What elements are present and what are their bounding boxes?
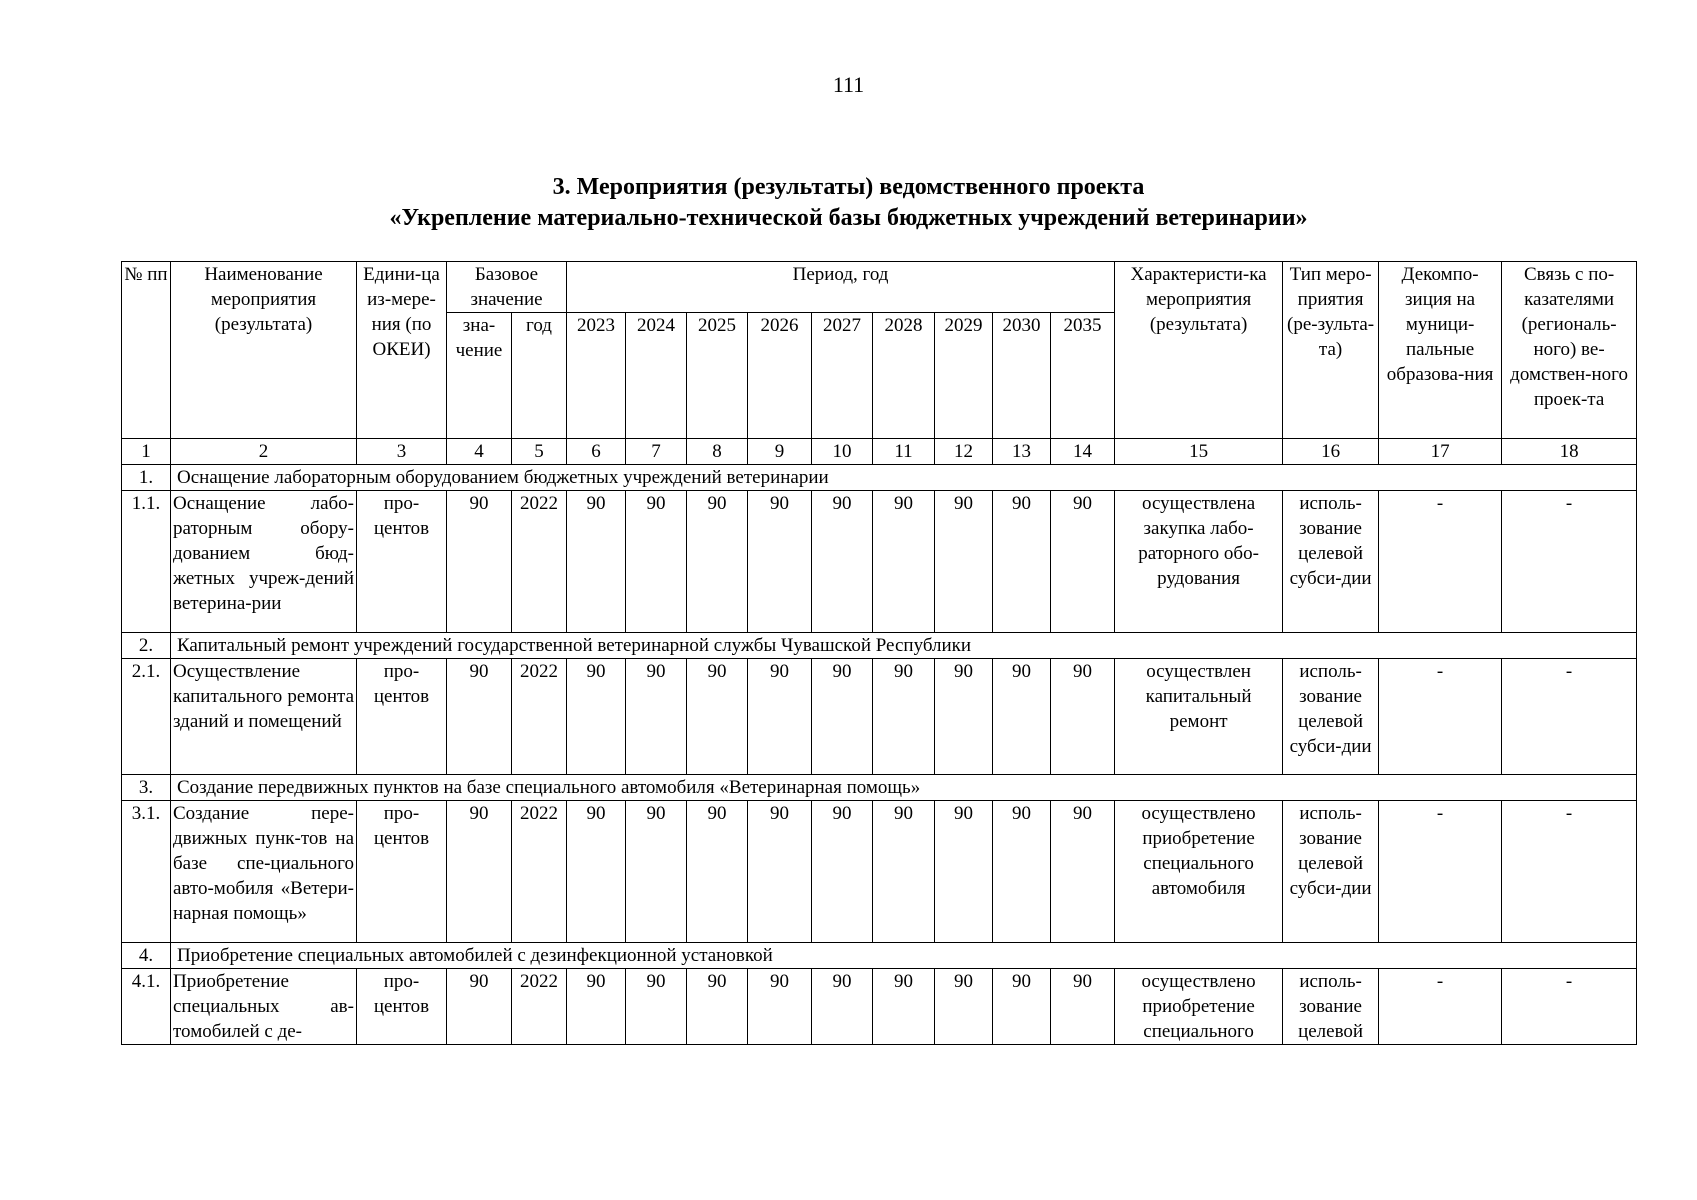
table-body — [122, 465, 1637, 1045]
item-year-value: 90 — [873, 659, 935, 775]
header-year: 2026 — [748, 313, 812, 439]
item-year-value: 90 — [812, 969, 873, 1045]
document-title — [0, 172, 1697, 234]
table-row — [122, 491, 1637, 633]
column-number: 10 — [812, 439, 873, 465]
item-base-value: 90 — [447, 491, 512, 633]
header-period: Период, год — [567, 262, 1115, 313]
header-decomposition: Декомпо-зиция на муници-пальные образова-ния — [1379, 262, 1502, 439]
item-decomposition: - — [1379, 491, 1502, 633]
item-year-value: 90 — [748, 969, 812, 1045]
item-year-value: 90 — [687, 491, 748, 633]
header-year: 2024 — [626, 313, 687, 439]
measures-table — [121, 261, 1637, 1045]
column-number: 16 — [1283, 439, 1379, 465]
item-type: исполь-зование целевой — [1283, 969, 1379, 1045]
header-year: 2030 — [993, 313, 1051, 439]
item-year-value: 90 — [873, 491, 935, 633]
item-year-value: 90 — [567, 491, 626, 633]
item-year-value: 90 — [935, 491, 993, 633]
item-type: исполь-зование целевой субси-дии — [1283, 659, 1379, 775]
item-unit: про-центов — [357, 969, 447, 1045]
item-year-value: 90 — [626, 969, 687, 1045]
item-year-value: 90 — [687, 659, 748, 775]
column-number-row — [122, 439, 1637, 465]
column-number: 14 — [1051, 439, 1115, 465]
item-year-value: 90 — [626, 801, 687, 943]
group-title: Капитальный ремонт учреждений государственной ветеринарной службы Чувашской Республики — [171, 633, 1637, 659]
item-number: 4.1. — [122, 969, 171, 1045]
item-number: 3.1. — [122, 801, 171, 943]
item-year-value: 90 — [748, 801, 812, 943]
item-year-value: 90 — [687, 969, 748, 1045]
column-number: 4 — [447, 439, 512, 465]
item-base-year: 2022 — [512, 659, 567, 775]
column-number: 3 — [357, 439, 447, 465]
group-row — [122, 943, 1637, 969]
column-number: 2 — [171, 439, 357, 465]
item-year-value: 90 — [812, 801, 873, 943]
header-unit: Едини-ца из-мере-ния (по ОКЕИ) — [357, 262, 447, 439]
column-number: 11 — [873, 439, 935, 465]
item-characteristic: осуществлен капитальный ремонт — [1115, 659, 1283, 775]
item-name: Приобретение специальных ав-томобилей с де- — [171, 969, 357, 1045]
item-link: - — [1502, 969, 1637, 1045]
item-decomposition: - — [1379, 801, 1502, 943]
item-base-year: 2022 — [512, 969, 567, 1045]
group-title: Создание передвижных пунктов на базе специального автомобиля «Ветеринарная помощь» — [171, 775, 1637, 801]
item-year-value: 90 — [748, 491, 812, 633]
item-year-value: 90 — [812, 491, 873, 633]
table-row — [122, 969, 1637, 1045]
header-year: 2029 — [935, 313, 993, 439]
item-link: - — [1502, 659, 1637, 775]
item-base-value: 90 — [447, 659, 512, 775]
group-title: Оснащение лабораторным оборудованием бюджетных учреждений ветеринарии — [171, 465, 1637, 491]
header-year: 2025 — [687, 313, 748, 439]
group-number: 1. — [122, 465, 171, 491]
header-num: № пп — [122, 262, 171, 439]
item-name: Создание пере-движных пунк-тов на базе спе-циального авто-мобиля «Ветери-нарная помощь» — [171, 801, 357, 943]
item-characteristic: осуществлено приобретение специального — [1115, 969, 1283, 1045]
column-number: 15 — [1115, 439, 1283, 465]
item-base-value: 90 — [447, 969, 512, 1045]
item-year-value: 90 — [567, 969, 626, 1045]
item-unit: про-центов — [357, 491, 447, 633]
header-link: Связь с по-казателями (региональ-ного) ве-домствен-ного проек-та — [1502, 262, 1637, 439]
item-year-value: 90 — [993, 659, 1051, 775]
column-number: 8 — [687, 439, 748, 465]
column-number: 13 — [993, 439, 1051, 465]
header-year: 2023 — [567, 313, 626, 439]
header-type: Тип меро-приятия (ре-зульта-та) — [1283, 262, 1379, 439]
item-year-value: 90 — [626, 491, 687, 633]
item-year-value: 90 — [873, 969, 935, 1045]
item-year-value: 90 — [993, 801, 1051, 943]
header-year: 2027 — [812, 313, 873, 439]
item-year-value: 90 — [626, 659, 687, 775]
header-characteristic: Характеристи-ка мероприятия (результата) — [1115, 262, 1283, 439]
item-year-value: 90 — [935, 659, 993, 775]
title-line-1: 3. Мероприятия (результаты) ведомственного проекта — [552, 174, 1145, 200]
column-number: 9 — [748, 439, 812, 465]
item-name: Оснащение лабо-раторным обору-дованием бюд-жетных учреж-дений ветерина-рии — [171, 491, 357, 633]
header-base-value: зна-чение — [447, 313, 512, 439]
group-row — [122, 465, 1637, 491]
item-year-value: 90 — [935, 801, 993, 943]
page-number: 111 — [832, 72, 865, 97]
item-year-value: 90 — [1051, 659, 1115, 775]
item-year-value: 90 — [567, 801, 626, 943]
item-base-year: 2022 — [512, 801, 567, 943]
item-year-value: 90 — [1051, 491, 1115, 633]
group-row — [122, 775, 1637, 801]
header-year: 2028 — [873, 313, 935, 439]
item-year-value: 90 — [812, 659, 873, 775]
header-base-year: год — [512, 313, 567, 439]
item-base-value: 90 — [447, 801, 512, 943]
item-year-value: 90 — [748, 659, 812, 775]
group-row — [122, 633, 1637, 659]
item-decomposition: - — [1379, 659, 1502, 775]
column-number: 7 — [626, 439, 687, 465]
title-line-2: «Укрепление материально-технической базы бюджетных учреждений ветеринарии» — [389, 205, 1308, 231]
item-type: исполь-зование целевой субси-дии — [1283, 801, 1379, 943]
group-number: 4. — [122, 943, 171, 969]
item-unit: про-центов — [357, 801, 447, 943]
item-link: - — [1502, 491, 1637, 633]
item-year-value: 90 — [993, 491, 1051, 633]
group-title: Приобретение специальных автомобилей с дезинфекционной установкой — [171, 943, 1637, 969]
item-year-value: 90 — [567, 659, 626, 775]
table-row — [122, 659, 1637, 775]
item-type: исполь-зование целевой субси-дии — [1283, 491, 1379, 633]
column-number: 12 — [935, 439, 993, 465]
header-name: Наименование мероприятия (результата) — [171, 262, 357, 439]
item-characteristic: осуществлена закупка лабо-раторного обо-рудования — [1115, 491, 1283, 633]
item-year-value: 90 — [1051, 969, 1115, 1045]
item-year-value: 90 — [993, 969, 1051, 1045]
item-number: 1.1. — [122, 491, 171, 633]
item-unit: про-центов — [357, 659, 447, 775]
item-decomposition: - — [1379, 969, 1502, 1045]
item-link: - — [1502, 801, 1637, 943]
column-number: 18 — [1502, 439, 1637, 465]
item-year-value: 90 — [1051, 801, 1115, 943]
item-year-value: 90 — [935, 969, 993, 1045]
column-number: 5 — [512, 439, 567, 465]
item-year-value: 90 — [873, 801, 935, 943]
item-name: Осуществление капитального ремонта зданий и помещений — [171, 659, 357, 775]
item-number: 2.1. — [122, 659, 171, 775]
item-characteristic: осуществлено приобретение специального автомобиля — [1115, 801, 1283, 943]
column-number: 1 — [122, 439, 171, 465]
table-row — [122, 801, 1637, 943]
group-number: 2. — [122, 633, 171, 659]
column-number: 6 — [567, 439, 626, 465]
item-base-year: 2022 — [512, 491, 567, 633]
header-year: 2035 — [1051, 313, 1115, 439]
header-base: Базовое значение — [447, 262, 567, 313]
item-year-value: 90 — [687, 801, 748, 943]
column-number: 17 — [1379, 439, 1502, 465]
group-number: 3. — [122, 775, 171, 801]
